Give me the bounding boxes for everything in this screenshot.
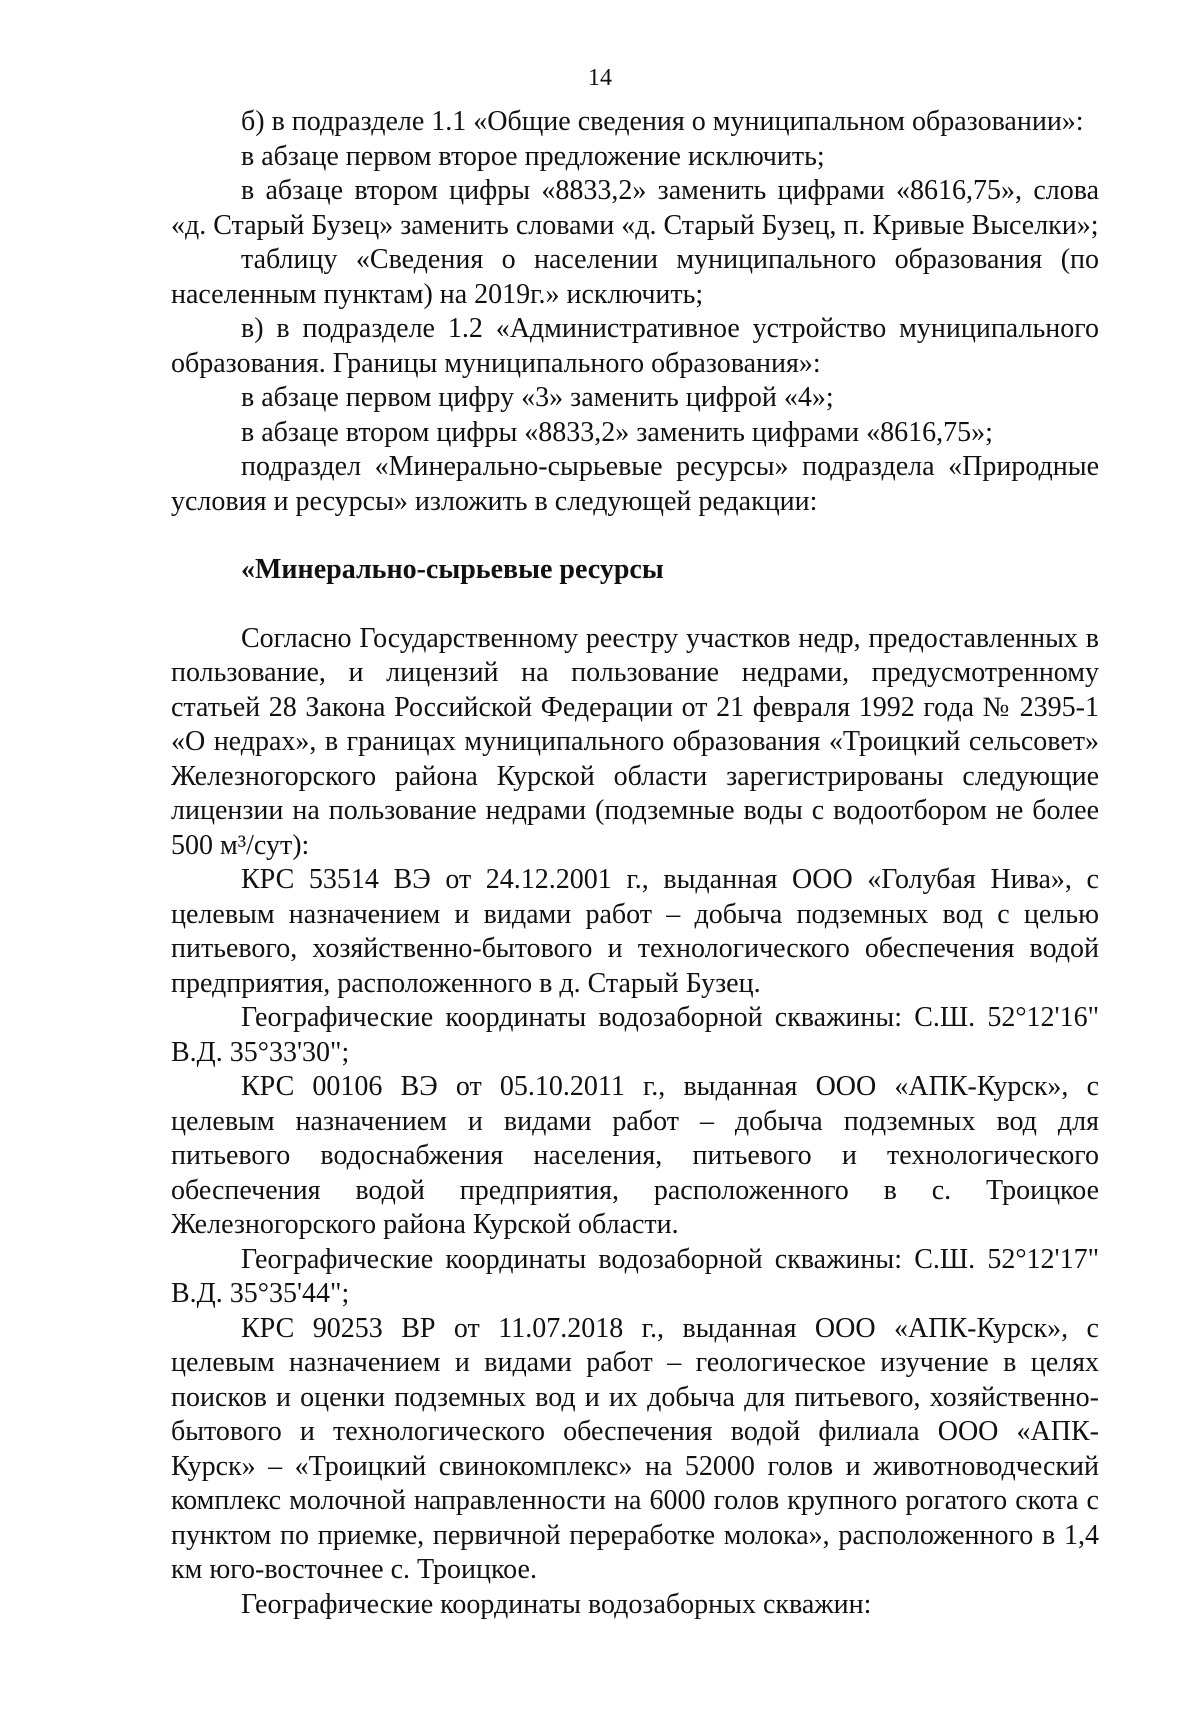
paragraph-coordinates-1: Географические координаты водозаборной скважины: С.Ш. 52°12'16" В.Д. 35°33'30"; [171,1002,1099,1068]
paragraph-amendment-b: б) в подразделе 1.1 «Общие сведения о муниципальном образовании»: [241,106,1084,137]
paragraph-second-abzac-2: в абзаце втором цифры «8833,2» заменить цифрами «8616,75»; [241,416,993,448]
paragraph-first-abzac-2: в абзаце первом цифру «3» заменить цифрой «4»; [241,382,834,413]
paragraph-registry-intro: Согласно Государственному реестру участков недр, предоставленных в пользование, и лицензий на пользование недрами, предусмотренному статьей 28 Закона Российской Федерации от 21 февраля 1992 года № 2395-1 «О недрах», в границах муниципального образования «Троицкий сельсовет» Железногорского района Курской области зарегистрированы следующие лицензии на пользование недрами (подземные воды с водоотбором не более 500 м³/сут): [171,622,1099,861]
paragraph-coordinates-list-intro: Географические координаты водозаборных скважин: [241,1588,872,1620]
paragraph-table-exclude: таблицу «Сведения о населении муниципального образования (по населенным пунктам) на 2019г.» исключить; [171,244,1099,310]
paragraph-coordinates-2: Географические координаты водозаборной скважины: С.Ш. 52°12'17" В.Д. 35°35'44"; [171,1243,1099,1309]
paragraph-license-krs-00106: КРС 00106 ВЭ от 05.10.2011 г., выданная ООО «АПК-Курск», с целевым назначением и видами работ – добыча подземных вод для питьевого водоснабжения населения, питьевого и технологического обеспечения водой предприятия, расположенного в с. Троицкое Железногорского района Курской области. [171,1071,1099,1240]
paragraph-subsection-replace: подраздел «Минерально-сырьевые ресурсы» подраздела «Природные условия и ресурсы» изложить в следующей редакции: [171,451,1099,517]
paragraph-license-krs-53514: КРС 53514 ВЭ от 24.12.2001 г., выданная ООО «Голубая Нива», с целевым назначением и видами работ – добыча подземных вод с целью питьевого, хозяйственно-бытового и технологического обеспечения водой предприятия, расположенного в д. Старый Бузец. [171,864,1099,999]
paragraph-amendment-v: в) в подразделе 1.2 «Административное устройство муниципального образования. Границы муниципального образования»: [171,313,1099,379]
page-number: 14 [588,65,612,91]
paragraph-license-krs-90253: КРС 90253 ВР от 11.07.2018 г., выданная ООО «АПК-Курск», с целевым назначением и видами работ – геологическое изучение в целях поисков и оценки подземных вод и их добыча для питьевого, хозяйственно-бытового и технологического обеспечения водой филиала ООО «АПК-Курск» – «Троицкий свинокомплекс» на 52000 голов и животноводческий комплекс молочной направленности на 6000 голов крупного рогатого скота с пунктом по приемке, первичной переработке молока», расположенного в 1,4 км юго-восточнее с. Троицкое. [171,1312,1099,1585]
paragraph-second-abzac-1: в абзаце втором цифры «8833,2» заменить цифрами «8616,75», слова «д. Старый Бузец» заменить словами «д. Старый Бузец, п. Кривые Выселки»; [171,175,1099,241]
paragraph-first-abzac-1: в абзаце первом второе предложение исключить; [241,140,825,172]
document-body [171,105,1099,1622]
section-heading: «Минерально-сырьевые ресурсы [241,554,664,585]
